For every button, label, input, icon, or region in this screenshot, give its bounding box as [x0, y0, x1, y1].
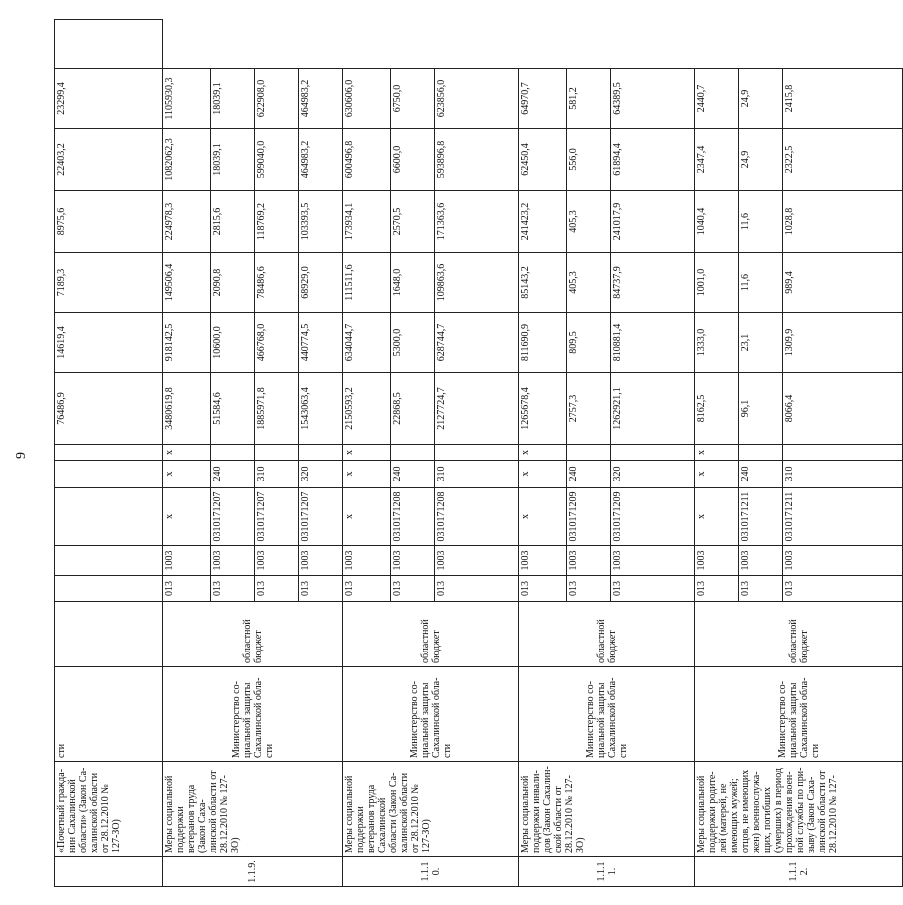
value-cell: 78486,6 [255, 253, 299, 313]
code-cell: x [695, 488, 739, 546]
value-cell: 224978,3 [163, 191, 211, 253]
value-cell: 24,9 [739, 69, 783, 129]
responsible: Министерство со-циальной защиты Сахалинской обла-сти [343, 667, 519, 762]
value-cell: 811690,9 [519, 313, 567, 373]
code-cell [611, 445, 695, 461]
code-cell: 013 [783, 576, 903, 602]
value-cell: 2347,4 [695, 129, 739, 191]
row-number [55, 857, 163, 887]
responsible: Министерство со-циальной защиты Сахалинской обла-сти [695, 667, 903, 762]
table-row [343, 20, 391, 887]
value-cell: 18039,1 [211, 69, 255, 129]
code-cell [391, 445, 435, 461]
code-cell: 013 [211, 576, 255, 602]
value-cell: 109863,6 [435, 253, 519, 313]
code-cell: x [343, 445, 391, 461]
value-cell: 62450,4 [519, 129, 567, 191]
measure-name: Меры социальной поддержки инвали-дов (Закон Сахалин-ской области от 28.12.2010 № 127-ЗО) [519, 762, 695, 857]
value-cell: 556,0 [567, 129, 611, 191]
value-cell: 464983,2 [299, 69, 343, 129]
value-cell: 51584,6 [211, 373, 255, 445]
code-cell: 1003 [519, 546, 567, 576]
value-cell: 1885971,8 [255, 373, 299, 445]
value-cell: 2570,5 [391, 191, 435, 253]
value-cell: 7189,3 [55, 253, 163, 313]
code-cell [55, 445, 163, 461]
code-cell: x [519, 488, 567, 546]
value-cell: 6600,0 [391, 129, 435, 191]
code-cell [211, 445, 255, 461]
responsible: Министерство со-циальной защиты Сахалинской обла-сти [163, 667, 343, 762]
code-cell: x [519, 461, 567, 488]
value-cell: 8066,4 [783, 373, 903, 445]
code-cell [435, 445, 519, 461]
value-cell: 2815,6 [211, 191, 255, 253]
value-cell: 2440,7 [695, 69, 739, 129]
code-cell: 1003 [783, 546, 903, 576]
value-cell: 2127724,7 [435, 373, 519, 445]
table-row [695, 20, 739, 887]
value-cell: 22403,2 [55, 129, 163, 191]
code-cell: 013 [435, 576, 519, 602]
code-cell: 1003 [391, 546, 435, 576]
code-cell: x [343, 488, 391, 546]
row-number: 1.1.11. [519, 857, 695, 887]
value-cell: 14619,4 [55, 313, 163, 373]
code-cell [783, 445, 903, 461]
code-cell: 0310171209 [611, 488, 695, 546]
code-cell: 0310171208 [435, 488, 519, 546]
value-cell: 405,3 [567, 191, 611, 253]
measure-name: Меры социальной поддержки родите-лей (матерей, не имеющих мужей; отцов, не имеющих жен) военнослужа-щих, погибших (умерших) в период прохождения воен-ной службы по при-зыву (Закон Саха-линской области от 28.12.2010 № 127- [695, 762, 903, 857]
value-cell: 989,4 [783, 253, 903, 313]
code-cell: 1003 [163, 546, 211, 576]
code-cell [567, 445, 611, 461]
value-cell: 630606,0 [343, 69, 391, 129]
code-cell: 0310171211 [783, 488, 903, 546]
code-cell: 1003 [739, 546, 783, 576]
code-cell: 320 [299, 461, 343, 488]
value-cell: 8975,6 [55, 191, 163, 253]
value-cell: 1082062,3 [163, 129, 211, 191]
funding-source: областной бюджет [695, 602, 903, 667]
value-cell: 809,5 [567, 313, 611, 373]
budget-table [54, 19, 903, 887]
value-cell: 5300,0 [391, 313, 435, 373]
value-cell: 593896,8 [435, 129, 519, 191]
value-cell: 241017,9 [611, 191, 695, 253]
value-cell: 24,9 [739, 129, 783, 191]
code-cell: x [343, 461, 391, 488]
funding-source: областной бюджет [163, 602, 343, 667]
value-cell: 103393,5 [299, 191, 343, 253]
value-cell: 6750,0 [391, 69, 435, 129]
code-cell: 310 [435, 461, 519, 488]
table-row [55, 20, 163, 887]
code-cell: 0310171207 [299, 488, 343, 546]
value-cell: 241423,2 [519, 191, 567, 253]
code-cell: 310 [255, 461, 299, 488]
measure-name: Меры социальной поддержки ветеранов труда (Закон Саха-линской области от 28.12.2010 № 127-ЗО) [163, 762, 343, 857]
code-cell: x [519, 445, 567, 461]
page-number: 9 [14, 452, 29, 459]
value-cell: 2415,8 [783, 69, 903, 129]
value-cell: 599040,0 [255, 129, 299, 191]
code-cell: 013 [255, 576, 299, 602]
code-cell: 0310171209 [567, 488, 611, 546]
code-cell: 240 [391, 461, 435, 488]
value-cell: 810881,4 [611, 313, 695, 373]
value-cell: 1028,8 [783, 191, 903, 253]
code-cell: 1003 [611, 546, 695, 576]
code-cell: 1003 [343, 546, 391, 576]
value-cell: 173934,1 [343, 191, 391, 253]
value-cell: 1001,0 [695, 253, 739, 313]
code-cell [299, 445, 343, 461]
funding-source [55, 602, 163, 667]
code-cell: 013 [739, 576, 783, 602]
code-cell: 240 [739, 461, 783, 488]
code-cell: 0310171208 [391, 488, 435, 546]
responsible: Министерство со-циальной защиты Сахалинской обла-сти [519, 667, 695, 762]
code-cell: 1003 [255, 546, 299, 576]
funding-source: областной бюджет [519, 602, 695, 667]
code-cell [55, 546, 163, 576]
value-cell: 440774,5 [299, 313, 343, 373]
code-cell: 013 [611, 576, 695, 602]
value-cell: 1105930,3 [163, 69, 211, 129]
code-cell: 013 [519, 576, 567, 602]
value-cell: 1040,4 [695, 191, 739, 253]
value-cell: 111511,6 [343, 253, 391, 313]
code-cell: x [163, 488, 211, 546]
responsible: сти [55, 667, 163, 762]
code-cell: x [695, 461, 739, 488]
value-cell: 11,6 [739, 191, 783, 253]
row-number: 1.1.10. [343, 857, 519, 887]
value-cell: 2322,5 [783, 129, 903, 191]
value-cell: 96,1 [739, 373, 783, 445]
row-number: 1.1.9. [163, 857, 343, 887]
code-cell: 0310171211 [739, 488, 783, 546]
value-cell: 1309,9 [783, 313, 903, 373]
value-cell: 1262921,1 [611, 373, 695, 445]
value-cell: 1265678,4 [519, 373, 567, 445]
value-cell: 68929,0 [299, 253, 343, 313]
value-cell: 149506,4 [163, 253, 211, 313]
code-cell: 013 [163, 576, 211, 602]
code-cell: 1003 [695, 546, 739, 576]
row-number: 1.1.12. [695, 857, 903, 887]
value-cell: 18039,1 [211, 129, 255, 191]
rotated-page [14, 19, 839, 887]
code-cell: 013 [567, 576, 611, 602]
value-cell: 1333,0 [695, 313, 739, 373]
code-cell: 013 [391, 576, 435, 602]
value-cell: 8162,5 [695, 373, 739, 445]
code-cell: x [163, 461, 211, 488]
value-cell: 2150593,2 [343, 373, 391, 445]
value-cell: 84737,9 [611, 253, 695, 313]
table-row [519, 20, 567, 887]
code-cell: x [163, 445, 211, 461]
value-cell: 581,2 [567, 69, 611, 129]
value-cell: 2090,8 [211, 253, 255, 313]
code-cell: x [695, 445, 739, 461]
code-cell: 0310171207 [255, 488, 299, 546]
value-cell: 76486,9 [55, 373, 163, 445]
code-cell: 320 [611, 461, 695, 488]
value-cell: 10600,0 [211, 313, 255, 373]
code-cell: 0310171207 [211, 488, 255, 546]
value-cell: 171363,6 [435, 191, 519, 253]
value-cell: 118769,2 [255, 191, 299, 253]
code-cell: 013 [299, 576, 343, 602]
value-cell: 3480619,8 [163, 373, 211, 445]
code-cell: 240 [211, 461, 255, 488]
value-cell: 1543063,4 [299, 373, 343, 445]
value-cell: 64970,7 [519, 69, 567, 129]
code-cell: 240 [567, 461, 611, 488]
code-cell [739, 445, 783, 461]
value-cell: 623856,0 [435, 69, 519, 129]
code-cell: 013 [343, 576, 391, 602]
value-cell: 61894,4 [611, 129, 695, 191]
value-cell: 85143,2 [519, 253, 567, 313]
value-cell: 405,3 [567, 253, 611, 313]
value-cell: 634044,7 [343, 313, 391, 373]
measure-name: Меры социальной поддержки ветеранов труда Сахалинской области (Закон Са-халинской области от 28.12.2010 № 127-ЗО) [343, 762, 519, 857]
code-cell [55, 461, 163, 488]
funding-source: областной бюджет [343, 602, 519, 667]
value-cell: 600496,8 [343, 129, 391, 191]
table-row [163, 20, 211, 887]
value-cell: 2757,3 [567, 373, 611, 445]
value-cell [55, 20, 163, 69]
value-cell: 11,6 [739, 253, 783, 313]
code-cell [55, 488, 163, 546]
code-cell: 310 [783, 461, 903, 488]
value-cell: 628744,7 [435, 313, 519, 373]
value-cell: 466768,0 [255, 313, 299, 373]
code-cell: 1003 [211, 546, 255, 576]
measure-name: «Почетный граждa-нин Сахалинской области» (Закон Са-халинской области от 28.12.2010 № 127-ЗО) [55, 762, 163, 857]
code-cell [55, 576, 163, 602]
value-cell: 464983,2 [299, 129, 343, 191]
value-cell: 1648,0 [391, 253, 435, 313]
value-cell: 22868,5 [391, 373, 435, 445]
code-cell: 1003 [567, 546, 611, 576]
code-cell: 1003 [435, 546, 519, 576]
value-cell: 23,1 [739, 313, 783, 373]
code-cell: 1003 [299, 546, 343, 576]
value-cell: 64389,5 [611, 69, 695, 129]
code-cell [255, 445, 299, 461]
value-cell: 23299,4 [55, 69, 163, 129]
code-cell: 013 [695, 576, 739, 602]
value-cell: 918142,5 [163, 313, 211, 373]
value-cell: 622908,0 [255, 69, 299, 129]
